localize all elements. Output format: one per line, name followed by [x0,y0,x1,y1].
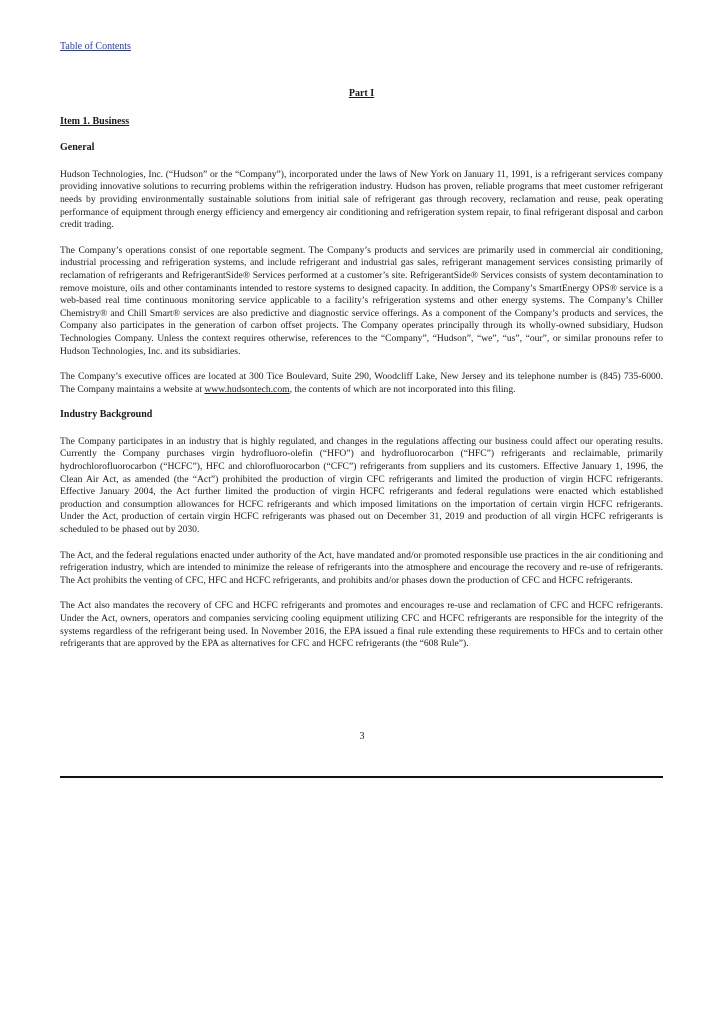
footer-divider [60,776,663,778]
general-paragraph-3 [60,371,663,396]
section-heading-industry-background: Industry Background [60,409,153,421]
industry-paragraph-2: The Act, and the federal regulations enacted under authority of the Act, have mandated and/or promoted responsible use practices in the air conditioning and refrigeration industry, which are intended to minimize the release of refrigerants into the atmosphere and encourage the recovery and re-use of refrigerants. The Act prohibits the venting of CFC, HFC and HCFC refrigerants, and prohibits and/or phases down the production of CFC and HCFC refrigerants. [60,549,663,586]
general-paragraph-1: Hudson Technologies, Inc. (“Hudson” or the “Company”), incorporated under the laws of New York on January 11, 1991, is a refrigerant services company providing innovative solutions to recurring problems within the refrigeration industry. Hudson has proven, reliable programs that meet customer refrigerant needs by providing environmentally sustainable solutions from initial sale of refrigerant gas through recovery, reclamation and reuse, peak operating performance of equipment through energy efficiency and emergency air conditioning and refrigeration system repair, to final refrigerant disposal and carbon credit trading. [60,168,663,231]
industry-paragraph-3: The Act also mandates the recovery of CFC and HCFC refrigerants and promotes and encourages re-use and reclamation of CFC and HCFC refrigerants. Under the Act, owners, operators and companies servicing cooling equipment utilizing CFC and HCFC refrigerants are responsible for the integrity of the systems regardless of the refrigerant being used. In November 2016, the EPA issued a final rule extending these requirements to HFCs and to certain other refrigerants that are approved by the EPA as alternatives for CFC and HCFC refrigerants (the “608 Rule”). [60,600,663,650]
document-body [60,88,663,664]
part-title: Part I [348,88,375,99]
general-paragraph-2: The Company’s operations consist of one reportable segment. The Company’s products and services are primarily used in commercial air conditioning, industrial processing and refrigeration systems, and include refrigerant and industrial gas sales, refrigerant management services consisting primarily of reclamation of refrigerants and RefrigerantSide® Services performed at a customer’s site. RefrigerantSide® Services consists of system decontamination to remove moisture, oils and other contaminants intended to restore systems to designed capacity. In addition, the Company’s SmartEnergy OPS® service is a web-based real time continuous monitoring service applicable to a facility’s refrigeration systems and other energy systems. The Company’s Chiller Chemistry® and Chill Smart® services are also predictive and diagnostic service offerings. As a component of the Company’s products and services, the Company also participates in the generation of carbon offset projects. The Company operates principally through its wholly-owned subsidiary, Hudson Technologies Company. Unless the context requires otherwise, references to the “Company”, “Hudson”, “we”, “us”, “our”, or similar pronouns refer to Hudson Technologies, Inc. and its subsidiaries. [60,244,663,357]
item-title: Item 1. Business [60,115,130,127]
page-number: 3 [359,731,365,742]
section-heading-general: General [60,142,95,154]
table-of-contents-link[interactable]: Table of Contents [60,41,131,52]
general-paragraph-3-text-after: , the contents of which are not incorporated into this filing. [289,383,516,395]
industry-paragraph-1: The Company participates in an industry that is highly regulated, and changes in the regulations affecting our business could affect our operating results. Currently the Company purchases virgin hydrofluoro-olefin (“HFO”) and hydrofluorocarbon (“HFC”) refrigerants and reclaimable, primarily hydrochlorofluorocarbon (“HCFC”), HFC and chlorofluorocarbon (“CFC”) refrigerants from suppliers and its customers. Effective January 1, 1996, the Clean Air Act, as amended (the “Act”) prohibited the production of virgin CFC refrigerants and limited the production of virgin HCFC refrigerants. Effective January 2004, the Act further limited the production of virgin HCFC refrigerants and federal regulations were enacted which established production and consumption allowances for HCFC refrigerants and which imposed limitations on the importation of certain virgin HCFC refrigerants. Under the Act, production of certain virgin HCFC refrigerants was phased out on December 31, 2019 and production of all virgin HCFC refrigerants is scheduled to be phased out by 2030. [60,435,663,536]
company-website-link[interactable]: www.hudsontech.com [204,383,290,395]
general-paragraph-3-text-before: The Company’s executive offices are located at 300 Tice Boulevard, Suite 290, Woodcliff Lake, New Jersey and its telephone number is (845) 735-6000. The Company maintains a website at [60,371,663,395]
